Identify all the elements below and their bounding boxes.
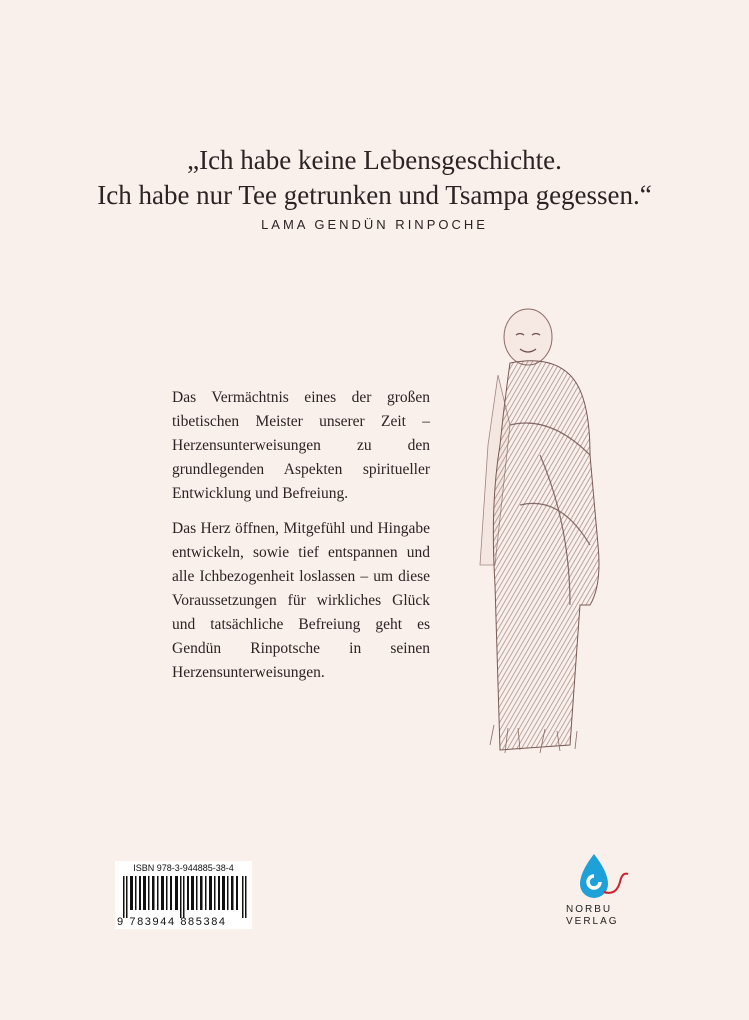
norbu-drop-swirl-icon [566, 852, 636, 904]
publisher-name-line1: NORBU [566, 904, 613, 915]
blurb-paragraph: Das Herz öffnen, Mitgefühl und Hingabe entwickeln, sowie tief entspannen und alle Ichbezogenheit loslassen – um diese Voraussetzungen für wirkliches Glück und tatsächliche Befreiung geht es Gendün Rinpotsche in seinen Herzensunterweisungen. [172, 520, 430, 681]
blurb-paragraph: Das Vermächtnis eines der großen tibetischen Meister unserer Zeit – Herzensunterweisungen zu den grundlegenden Aspekten spiritueller Entwicklung und Befreiung. [172, 389, 430, 502]
ean-digits: 9 783944 885384 [117, 916, 227, 928]
isbn-label: ISBN 978-3-944885-38-4 [133, 863, 234, 873]
quote-line-1: „Ich habe keine Lebensgeschichte. [187, 145, 562, 175]
isbn-barcode [115, 861, 252, 929]
publisher-name [566, 904, 636, 928]
portrait-sketch-icon [440, 305, 630, 775]
quote-block [0, 143, 749, 213]
barcode-bars-icon [123, 876, 247, 918]
quote-author: LAMA GENDÜN RINPOCHE [261, 217, 488, 232]
lama-portrait-illustration [440, 305, 630, 775]
publisher-logo [566, 852, 636, 938]
publisher-name-line2: VERLAG [566, 916, 619, 927]
blurb [172, 386, 430, 696]
quote-line-2: Ich habe nur Tee getrunken und Tsampa gegessen.“ [97, 180, 652, 210]
